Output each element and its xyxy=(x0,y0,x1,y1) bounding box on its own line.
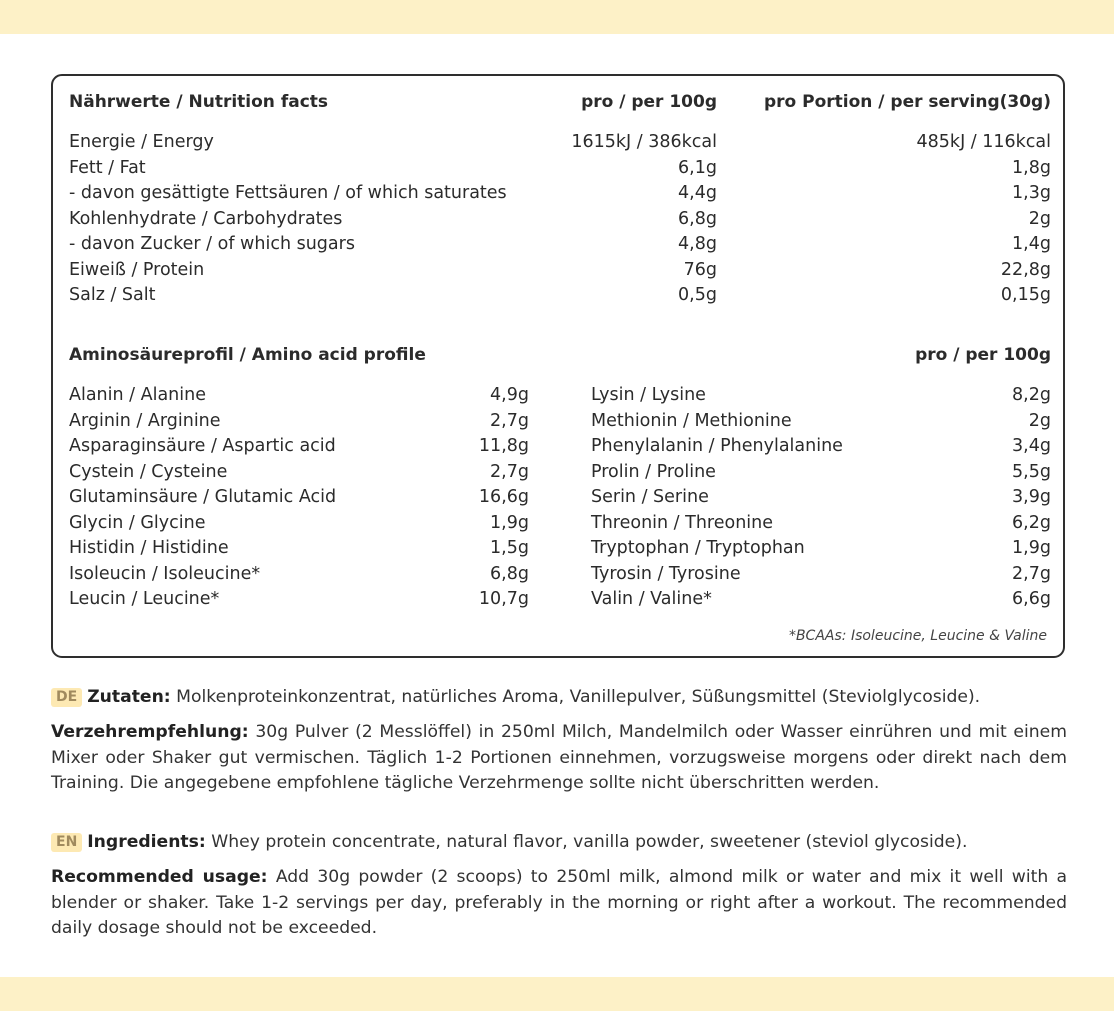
amino-label: Leucin / Leucine* xyxy=(69,589,220,609)
nutrition-row-label: - davon gesättigte Fettsäuren / of which saturates xyxy=(69,183,507,203)
amino-label: Tryptophan / Tryptophan xyxy=(591,538,805,558)
nutrition-row-per100: 1615kJ / 386kcal xyxy=(571,132,717,152)
amino-value: 4,9g xyxy=(490,385,529,405)
en-badge: EN xyxy=(51,833,82,852)
amino-per-100g-header: pro / per 100g xyxy=(915,345,1051,365)
nutrition-row-serving: 485kJ / 116kcal xyxy=(916,132,1051,152)
en-ingredients xyxy=(51,830,1067,856)
amino-label: Cystein / Cysteine xyxy=(69,461,228,482)
en-usage-label: Recommended usage: xyxy=(51,867,268,887)
bcaa-footnote: *BCAAs: Isoleucine, Leucine & Valine xyxy=(788,628,1047,644)
nutrition-row-serving: 0,15g xyxy=(1000,285,1051,305)
amino-value: 5,5g xyxy=(1012,461,1051,482)
nutrition-title: Nährwerte / Nutrition facts xyxy=(69,92,329,112)
bottom-band xyxy=(0,977,1114,1011)
nutrition-row-serving: 1,4g xyxy=(1012,234,1051,254)
amino-value: 1,9g xyxy=(1012,538,1051,558)
amino-label: Glycin / Glycine xyxy=(69,512,206,533)
nutrition-row-per100: 4,8g xyxy=(678,234,717,254)
de-ingredients-text: Molkenproteinkonzentrat, natürliches Aroma, Vanillepulver, Süßungsmittel (Steviolglycoside). xyxy=(176,687,981,707)
nutrition-row-serving: 1,3g xyxy=(1012,183,1051,203)
en-ingredients-label: Ingredients: xyxy=(87,832,206,852)
amino-label: Threonin / Threonine xyxy=(591,512,774,533)
amino-label: Tyrosin / Tyrosine xyxy=(591,563,741,584)
amino-value: 11,8g xyxy=(478,436,529,456)
amino-value: 8,2g xyxy=(1012,385,1051,405)
nutrition-row-serving: 1,8g xyxy=(1012,157,1051,178)
amino-label: Valin / Valine* xyxy=(591,589,712,609)
de-badge: DE xyxy=(51,688,82,707)
de-usage xyxy=(51,720,1067,797)
amino-label: Serin / Serine xyxy=(591,487,709,507)
nutrition-row-label: Fett / Fat xyxy=(69,157,146,178)
amino-value: 1,5g xyxy=(490,538,529,558)
nutrition-row-label: Salz / Salt xyxy=(69,285,156,305)
amino-value: 2,7g xyxy=(490,461,529,482)
amino-value: 1,9g xyxy=(490,512,529,533)
amino-value: 3,4g xyxy=(1012,436,1051,456)
amino-label: Histidin / Histidine xyxy=(69,538,229,558)
amino-value: 2,7g xyxy=(490,410,529,431)
amino-value: 6,6g xyxy=(1012,589,1051,609)
nutrition-row-per100: 6,1g xyxy=(678,157,717,178)
de-usage-label: Verzehrempfehlung: xyxy=(51,722,249,742)
amino-label: Glutaminsäure / Glutamic Acid xyxy=(69,487,337,507)
amino-title: Aminosäureprofil / Amino acid profile xyxy=(69,345,426,365)
amino-value: 6,2g xyxy=(1012,512,1051,533)
de-ingredients-label: Zutaten: xyxy=(87,687,171,707)
nutrition-row-serving: 22,8g xyxy=(1000,259,1051,280)
amino-value: 16,6g xyxy=(478,487,529,507)
amino-label: Methionin / Methionine xyxy=(591,410,792,431)
amino-label: Prolin / Proline xyxy=(591,461,716,482)
nutrition-row-label: Kohlenhydrate / Carbohydrates xyxy=(69,208,343,229)
nutrition-row-per100: 6,8g xyxy=(678,208,717,229)
amino-label: Arginin / Arginine xyxy=(69,410,221,431)
amino-value: 3,9g xyxy=(1012,487,1051,507)
nutrition-row-serving: 2g xyxy=(1028,208,1051,229)
amino-label: Phenylalanin / Phenylalanine xyxy=(591,436,843,456)
amino-label: Alanin / Alanine xyxy=(69,385,206,405)
nutrition-row-per100: 0,5g xyxy=(678,285,717,305)
nutrition-panel xyxy=(51,74,1065,658)
amino-value: 2g xyxy=(1028,410,1051,431)
amino-label: Lysin / Lysine xyxy=(591,385,706,405)
amino-value: 10,7g xyxy=(478,589,529,609)
nutrition-row-label: Eiweiß / Protein xyxy=(69,259,205,280)
nutrition-row-label: Energie / Energy xyxy=(69,132,214,152)
amino-label: Asparaginsäure / Aspartic acid xyxy=(69,436,336,456)
en-usage xyxy=(51,865,1067,942)
per-serving-header: pro Portion / per serving(30g) xyxy=(763,92,1051,112)
amino-label: Isoleucin / Isoleucine* xyxy=(69,563,261,584)
nutrition-row-per100: 76g xyxy=(683,259,717,280)
en-usage-text: Add 30g powder (2 scoops) to 250ml milk, almond milk or water and mix it well with a blender or shaker. Take 1-2 servings per day, preferably in the morning or right after a workout. The recommended daily dosage should not be exceeded. xyxy=(51,867,1068,938)
en-ingredients-text: Whey protein concentrate, natural flavor, vanilla powder, sweetener (steviol glycoside). xyxy=(211,832,968,852)
amino-value: 2,7g xyxy=(1012,563,1051,584)
nutrition-row-per100: 4,4g xyxy=(678,183,717,203)
de-usage-text: 30g Pulver (2 Messlöffel) in 250ml Milch, Mandelmilch oder Wasser einrühren und mit einem Mixer oder Shaker gut vermischen. Täglich 1-2 Portionen einnehmen, vorzugsweise morgens oder direkt nach dem Training. Die angegebene empfohlene tägliche Verzehrmenge sollte nicht überschritten werden. xyxy=(51,722,1067,793)
per-100g-header: pro / per 100g xyxy=(581,92,717,112)
nutrition-row-label: - davon Zucker / of which sugars xyxy=(69,234,355,254)
de-ingredients xyxy=(51,685,1067,711)
amino-value: 6,8g xyxy=(490,563,529,584)
top-band xyxy=(0,0,1114,34)
